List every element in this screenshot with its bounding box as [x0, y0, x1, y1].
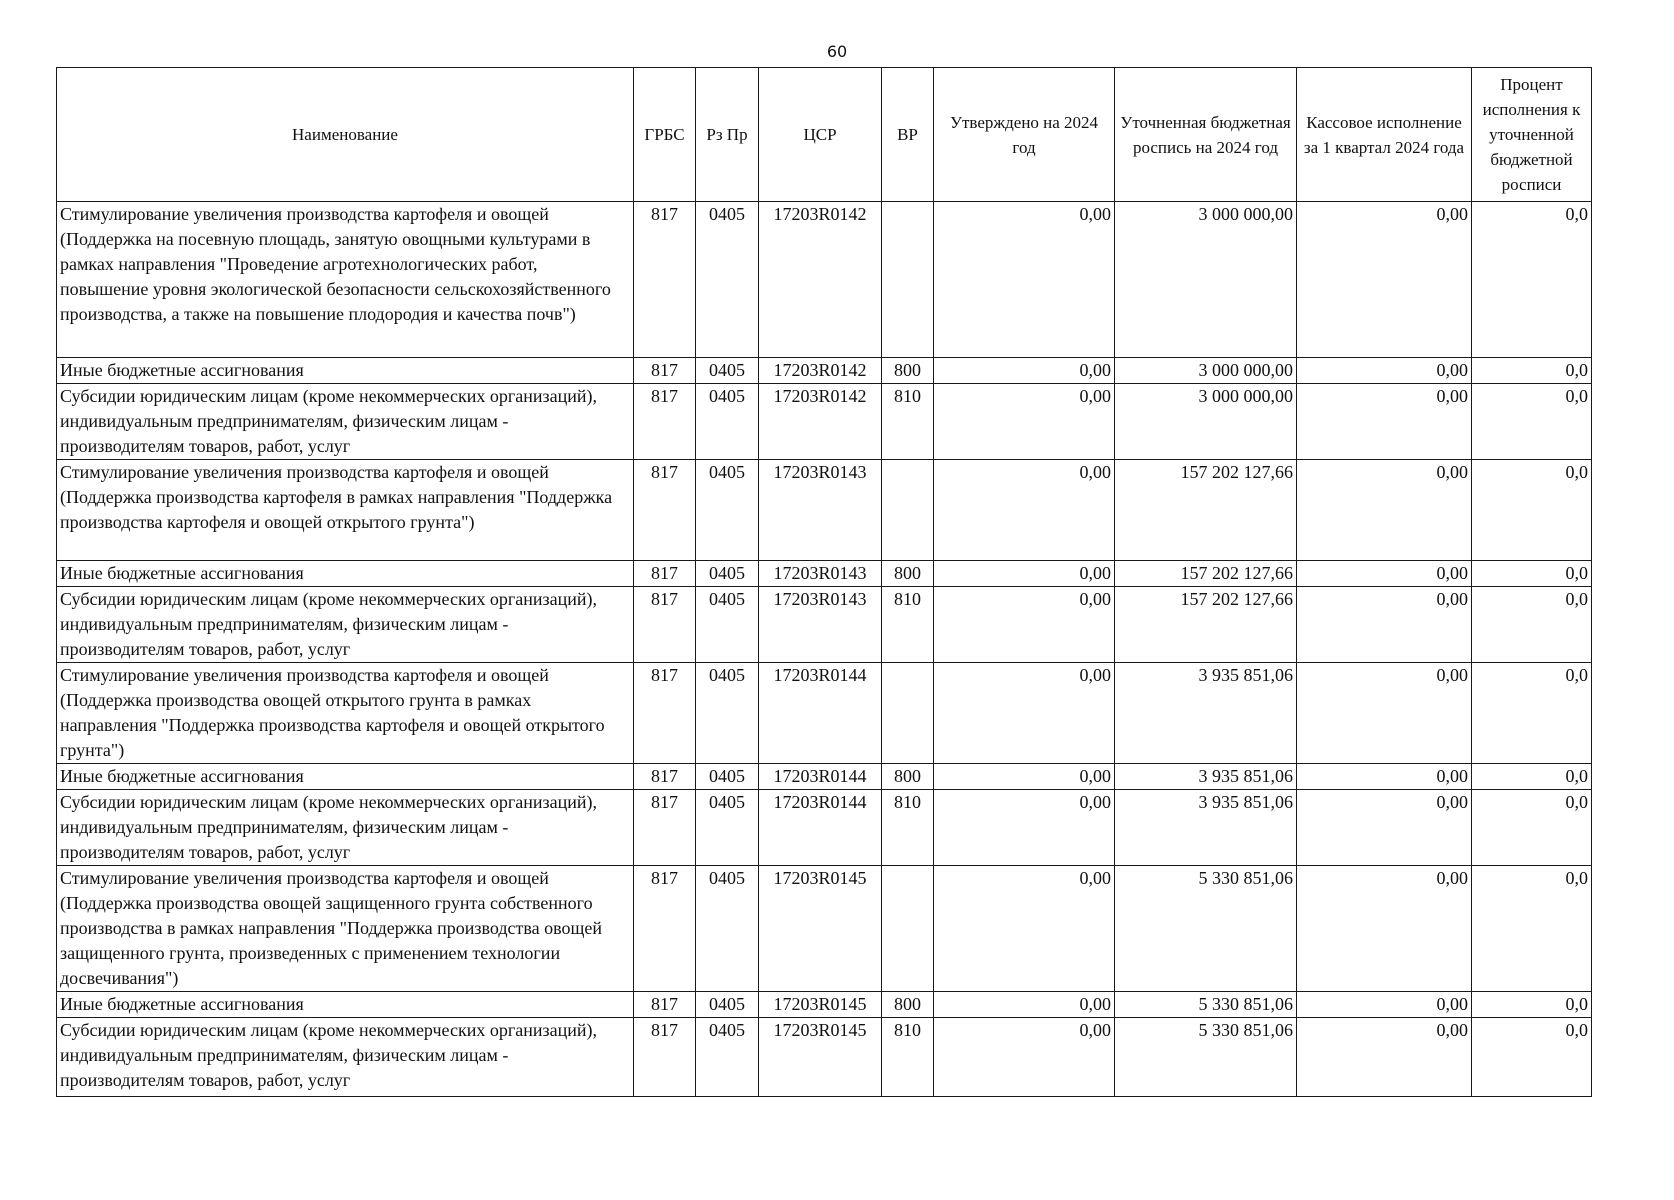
cell-csr: 17203R0145 — [759, 1018, 882, 1097]
cell-rzpr: 0405 — [696, 992, 759, 1018]
cell-grbs: 817 — [634, 866, 696, 992]
cell-csr: 17203R0144 — [759, 790, 882, 866]
cell-csr: 17203R0145 — [759, 992, 882, 1018]
cell-grbs: 817 — [634, 764, 696, 790]
cell-approved: 0,00 — [934, 384, 1115, 460]
cell-cash: 0,00 — [1297, 790, 1472, 866]
cell-name: Иные бюджетные ассигнования — [57, 561, 634, 587]
cell-name: Иные бюджетные ассигнования — [57, 992, 634, 1018]
cell-name: Иные бюджетные ассигнования — [57, 358, 634, 384]
cell-approved: 0,00 — [934, 866, 1115, 992]
cell-name: Субсидии юридическим лицам (кроме некоммерческих организаций), индивидуальным предпринимателям, физическим лицам - производителям товаров, работ, услуг — [57, 1018, 634, 1097]
cell-csr: 17203R0143 — [759, 460, 882, 561]
cell-cash: 0,00 — [1297, 1018, 1472, 1097]
cell-name: Субсидии юридическим лицам (кроме некоммерческих организаций), индивидуальным предпринимателям, физическим лицам - производителям товаров, работ, услуг — [57, 384, 634, 460]
cell-name: Стимулирование увеличения производства картофеля и овощей (Поддержка производства овощей открытого грунта в рамках направления "Поддержка производства картофеля и овощей открытого грунта") — [57, 663, 634, 764]
cell-cash: 0,00 — [1297, 460, 1472, 561]
header-grbs: ГРБС — [634, 68, 696, 202]
header-csr: ЦСР — [759, 68, 882, 202]
cell-name: Субсидии юридическим лицам (кроме некоммерческих организаций), индивидуальным предпринимателям, физическим лицам - производителям товаров, работ, услуг — [57, 790, 634, 866]
cell-percent: 0,0 — [1472, 764, 1592, 790]
cell-percent: 0,0 — [1472, 358, 1592, 384]
cell-approved: 0,00 — [934, 202, 1115, 358]
cell-csr: 17203R0143 — [759, 561, 882, 587]
cell-grbs: 817 — [634, 384, 696, 460]
cell-refined: 3 000 000,00 — [1115, 202, 1297, 358]
cell-percent: 0,0 — [1472, 460, 1592, 561]
table-row — [57, 790, 1592, 866]
cell-vr — [882, 866, 934, 992]
cell-percent: 0,0 — [1472, 587, 1592, 663]
cell-vr — [882, 202, 934, 358]
cell-csr: 17203R0142 — [759, 358, 882, 384]
cell-percent: 0,0 — [1472, 202, 1592, 358]
table-row — [57, 866, 1592, 992]
cell-percent: 0,0 — [1472, 663, 1592, 764]
table-row — [57, 384, 1592, 460]
cell-approved: 0,00 — [934, 992, 1115, 1018]
cell-rzpr: 0405 — [696, 663, 759, 764]
cell-percent: 0,0 — [1472, 992, 1592, 1018]
cell-refined: 157 202 127,66 — [1115, 587, 1297, 663]
cell-cash: 0,00 — [1297, 663, 1472, 764]
cell-approved: 0,00 — [934, 460, 1115, 561]
header-approved: Утверждено на 2024 год — [934, 68, 1115, 202]
cell-grbs: 817 — [634, 663, 696, 764]
cell-vr: 800 — [882, 561, 934, 587]
page-number: 60 — [826, 42, 848, 61]
cell-cash: 0,00 — [1297, 587, 1472, 663]
cell-refined: 5 330 851,06 — [1115, 1018, 1297, 1097]
table-row — [57, 460, 1592, 561]
cell-approved: 0,00 — [934, 790, 1115, 866]
cell-percent: 0,0 — [1472, 561, 1592, 587]
table-header-row — [57, 68, 1592, 202]
cell-refined: 157 202 127,66 — [1115, 460, 1297, 561]
cell-approved: 0,00 — [934, 764, 1115, 790]
cell-grbs: 817 — [634, 790, 696, 866]
cell-vr — [882, 460, 934, 561]
cell-name: Субсидии юридическим лицам (кроме некоммерческих организаций), индивидуальным предпринимателям, физическим лицам - производителям товаров, работ, услуг — [57, 587, 634, 663]
cell-name: Стимулирование увеличения производства картофеля и овощей (Поддержка производства картофеля в рамках направления "Поддержка производства картофеля и овощей открытого грунта") — [57, 460, 634, 561]
cell-vr: 810 — [882, 384, 934, 460]
cell-rzpr: 0405 — [696, 1018, 759, 1097]
cell-grbs: 817 — [634, 1018, 696, 1097]
cell-approved: 0,00 — [934, 587, 1115, 663]
cell-percent: 0,0 — [1472, 384, 1592, 460]
cell-name: Иные бюджетные ассигнования — [57, 764, 634, 790]
cell-name: Стимулирование увеличения производства картофеля и овощей (Поддержка на посевную площадь, занятую овощными культурами в рамках направления "Проведение агротехнологических работ, повышение уровня экологической безопасности сельскохозяйственного производства, а также на повышение плодородия и качества почв") — [57, 202, 634, 358]
cell-rzpr: 0405 — [696, 460, 759, 561]
cell-grbs: 817 — [634, 460, 696, 561]
cell-refined: 3 935 851,06 — [1115, 764, 1297, 790]
cell-grbs: 817 — [634, 202, 696, 358]
cell-cash: 0,00 — [1297, 202, 1472, 358]
cell-grbs: 817 — [634, 992, 696, 1018]
cell-approved: 0,00 — [934, 561, 1115, 587]
table-row — [57, 1018, 1592, 1097]
cell-refined: 3 000 000,00 — [1115, 384, 1297, 460]
cell-cash: 0,00 — [1297, 358, 1472, 384]
cell-cash: 0,00 — [1297, 561, 1472, 587]
cell-csr: 17203R0143 — [759, 587, 882, 663]
cell-vr: 810 — [882, 790, 934, 866]
table-row — [57, 358, 1592, 384]
cell-name: Стимулирование увеличения производства картофеля и овощей (Поддержка производства овощей защищенного грунта собственного производства в рамках направления "Поддержка производства овощей защищенного грунта, произведенных с применением технологии досвечивания") — [57, 866, 634, 992]
cell-rzpr: 0405 — [696, 866, 759, 992]
cell-vr — [882, 663, 934, 764]
cell-vr: 810 — [882, 587, 934, 663]
cell-rzpr: 0405 — [696, 587, 759, 663]
cell-csr: 17203R0142 — [759, 384, 882, 460]
cell-cash: 0,00 — [1297, 992, 1472, 1018]
header-name: Наименование — [57, 68, 634, 202]
table-row — [57, 663, 1592, 764]
cell-approved: 0,00 — [934, 1018, 1115, 1097]
cell-vr: 800 — [882, 358, 934, 384]
cell-refined: 5 330 851,06 — [1115, 866, 1297, 992]
table-row — [57, 992, 1592, 1018]
table-row — [57, 561, 1592, 587]
cell-percent: 0,0 — [1472, 866, 1592, 992]
cell-grbs: 817 — [634, 587, 696, 663]
cell-refined: 3 935 851,06 — [1115, 663, 1297, 764]
cell-grbs: 817 — [634, 358, 696, 384]
header-refined: Уточненная бюджетная роспись на 2024 год — [1115, 68, 1297, 202]
header-rzpr: Рз Пр — [696, 68, 759, 202]
cell-rzpr: 0405 — [696, 561, 759, 587]
cell-vr: 810 — [882, 1018, 934, 1097]
header-vr: ВР — [882, 68, 934, 202]
cell-cash: 0,00 — [1297, 384, 1472, 460]
cell-csr: 17203R0142 — [759, 202, 882, 358]
cell-csr: 17203R0144 — [759, 663, 882, 764]
cell-approved: 0,00 — [934, 358, 1115, 384]
cell-refined: 3 935 851,06 — [1115, 790, 1297, 866]
cell-rzpr: 0405 — [696, 764, 759, 790]
cell-cash: 0,00 — [1297, 764, 1472, 790]
table-row — [57, 587, 1592, 663]
cell-approved: 0,00 — [934, 663, 1115, 764]
cell-cash: 0,00 — [1297, 866, 1472, 992]
cell-csr: 17203R0145 — [759, 866, 882, 992]
table-row — [57, 202, 1592, 358]
cell-vr: 800 — [882, 764, 934, 790]
cell-rzpr: 0405 — [696, 202, 759, 358]
cell-grbs: 817 — [634, 561, 696, 587]
cell-refined: 157 202 127,66 — [1115, 561, 1297, 587]
cell-rzpr: 0405 — [696, 790, 759, 866]
cell-rzpr: 0405 — [696, 358, 759, 384]
header-cash: Кассовое исполнение за 1 квартал 2024 года — [1297, 68, 1472, 202]
cell-rzpr: 0405 — [696, 384, 759, 460]
cell-csr: 17203R0144 — [759, 764, 882, 790]
budget-execution-table — [56, 67, 1592, 1097]
header-percent: Процент исполнения к уточненной бюджетной росписи — [1472, 68, 1592, 202]
cell-refined: 5 330 851,06 — [1115, 992, 1297, 1018]
cell-vr: 800 — [882, 992, 934, 1018]
cell-percent: 0,0 — [1472, 1018, 1592, 1097]
cell-percent: 0,0 — [1472, 790, 1592, 866]
cell-refined: 3 000 000,00 — [1115, 358, 1297, 384]
table-row — [57, 764, 1592, 790]
